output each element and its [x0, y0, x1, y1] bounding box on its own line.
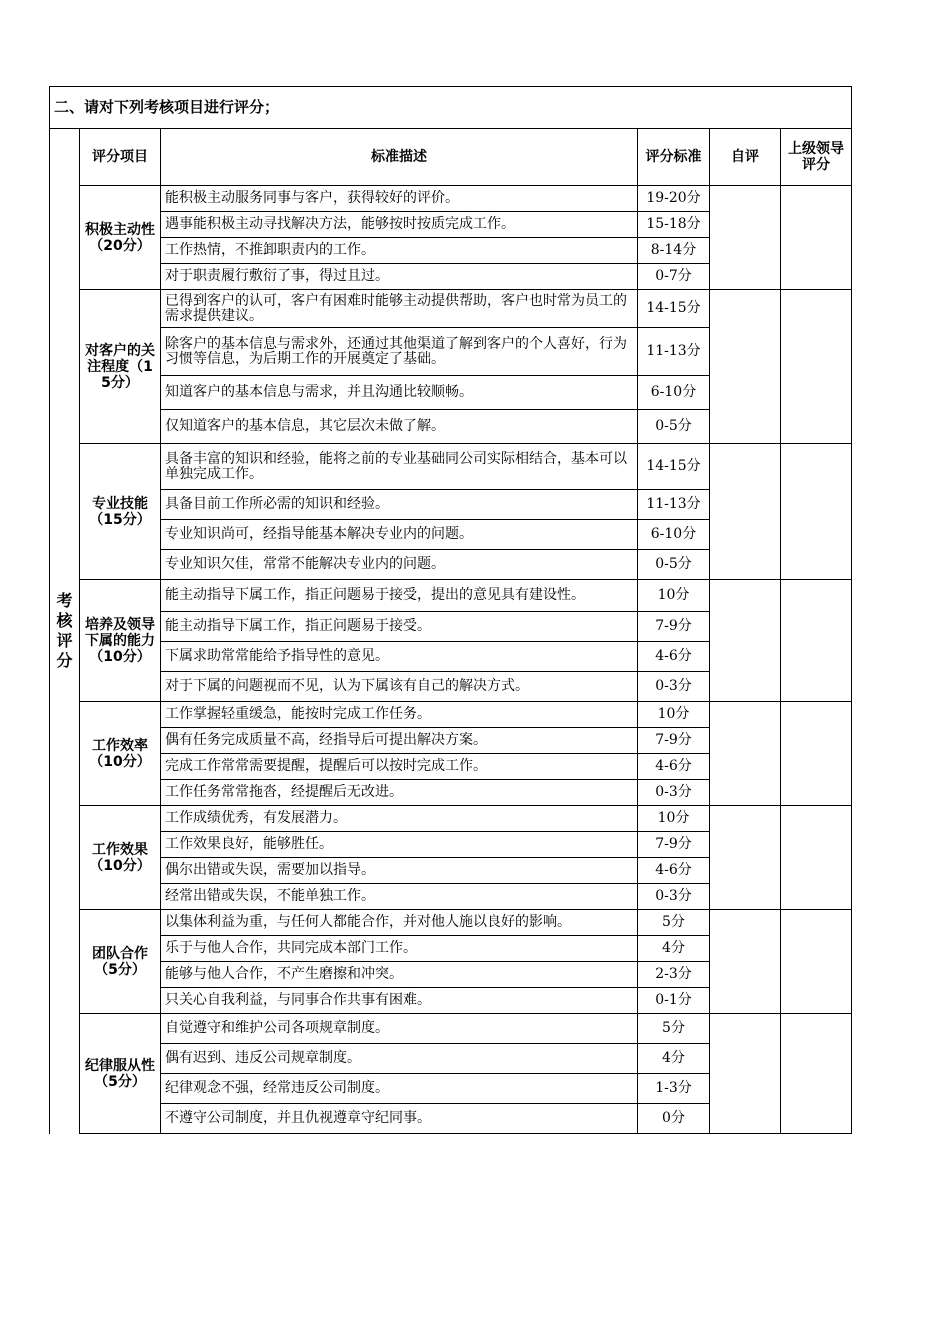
- superior-score-cell[interactable]: [781, 186, 852, 290]
- score-range: 10分: [638, 806, 710, 832]
- criteria-description: 完成工作常常需要提醒，提醒后可以按时完成工作。: [161, 754, 638, 780]
- criteria-description: 能够与他人合作，不产生磨擦和冲突。: [161, 962, 638, 988]
- criteria-description: 对于下属的问题视而不见，认为下属该有自己的解决方式。: [161, 672, 638, 702]
- self-score-cell[interactable]: [710, 1014, 781, 1134]
- score-range: 14-15分: [638, 290, 710, 328]
- header-superior: 上级领导评分: [781, 129, 852, 186]
- criteria-description: 能主动指导下属工作，指正问题易于接受。: [161, 612, 638, 642]
- superior-score-cell[interactable]: [781, 806, 852, 910]
- criteria-description: 不遵守公司制度，并且仇视遵章守纪同事。: [161, 1104, 638, 1134]
- criteria-description: 工作热情，不推卸职责内的工作。: [161, 238, 638, 264]
- side-label: 考核评分: [50, 129, 80, 1134]
- score-range: 14-15分: [638, 444, 710, 490]
- criteria-description: 能主动指导下属工作，指正问题易于接受，提出的意见具有建设性。: [161, 580, 638, 612]
- score-range: 10分: [638, 580, 710, 612]
- section-title-row: [50, 87, 852, 129]
- self-score-cell[interactable]: [710, 290, 781, 444]
- score-range: 6-10分: [638, 376, 710, 410]
- score-range: 11-13分: [638, 490, 710, 520]
- score-range: 4分: [638, 936, 710, 962]
- score-range: 19-20分: [638, 186, 710, 212]
- table-row: [50, 580, 852, 612]
- header-description: 标准描述: [161, 129, 638, 186]
- self-score-cell[interactable]: [710, 580, 781, 702]
- criteria-description: 工作掌握轻重缓急，能按时完成工作任务。: [161, 702, 638, 728]
- criteria-description: 专业知识欠佳，常常不能解决专业内的问题。: [161, 550, 638, 580]
- score-range: 5分: [638, 1014, 710, 1044]
- superior-score-cell[interactable]: [781, 580, 852, 702]
- category-name: 工作效率（10分）: [80, 702, 161, 806]
- score-range: 0-3分: [638, 672, 710, 702]
- score-range: 15-18分: [638, 212, 710, 238]
- score-range: 0-3分: [638, 884, 710, 910]
- criteria-description: 已得到客户的认可，客户有困难时能够主动提供帮助，客户也时常为员工的需求提供建议。: [161, 290, 638, 328]
- score-range: 0-5分: [638, 550, 710, 580]
- score-range: 4-6分: [638, 858, 710, 884]
- header-self: 自评: [710, 129, 781, 186]
- criteria-description: 对于职责履行敷衍了事，得过且过。: [161, 264, 638, 290]
- criteria-description: 能积极主动服务同事与客户，获得较好的评价。: [161, 186, 638, 212]
- score-range: 1-3分: [638, 1074, 710, 1104]
- table-row: [50, 186, 852, 212]
- criteria-description: 以集体利益为重，与任何人都能合作，并对他人施以良好的影响。: [161, 910, 638, 936]
- criteria-description: 偶有任务完成质量不高，经指导后可提出解决方案。: [161, 728, 638, 754]
- evaluation-table: [49, 86, 852, 1134]
- criteria-description: 工作效果良好，能够胜任。: [161, 832, 638, 858]
- header-item: 评分项目: [80, 129, 161, 186]
- table-row: [50, 290, 852, 328]
- score-range: 0-7分: [638, 264, 710, 290]
- score-range: 7-9分: [638, 728, 710, 754]
- criteria-description: 经常出错或失误，不能单独工作。: [161, 884, 638, 910]
- score-range: 0-3分: [638, 780, 710, 806]
- score-range: 10分: [638, 702, 710, 728]
- table-row: [50, 1014, 852, 1044]
- category-name: 专业技能（15分）: [80, 444, 161, 580]
- score-range: 8-14分: [638, 238, 710, 264]
- score-range: 4分: [638, 1044, 710, 1074]
- section-title: 二、请对下列考核项目进行评分；: [50, 87, 852, 129]
- superior-score-cell[interactable]: [781, 444, 852, 580]
- criteria-description: 除客户的基本信息与需求外，还通过其他渠道了解到客户的个人喜好，行为习惯等信息，为后期工作的开展奠定了基础。: [161, 328, 638, 376]
- superior-score-cell[interactable]: [781, 702, 852, 806]
- table-row: [50, 910, 852, 936]
- criteria-description: 偶有迟到、违反公司规章制度。: [161, 1044, 638, 1074]
- criteria-description: 工作成绩优秀，有发展潜力。: [161, 806, 638, 832]
- criteria-description: 具备丰富的知识和经验，能将之前的专业基础同公司实际相结合，基本可以单独完成工作。: [161, 444, 638, 490]
- criteria-description: 工作任务常常拖沓，经提醒后无改进。: [161, 780, 638, 806]
- criteria-description: 仅知道客户的基本信息，其它层次未做了解。: [161, 410, 638, 444]
- category-name: 培养及领导下属的能力（10分）: [80, 580, 161, 702]
- score-range: 11-13分: [638, 328, 710, 376]
- criteria-description: 乐于与他人合作，共同完成本部门工作。: [161, 936, 638, 962]
- criteria-description: 知道客户的基本信息与需求，并且沟通比较顺畅。: [161, 376, 638, 410]
- superior-score-cell[interactable]: [781, 1014, 852, 1134]
- criteria-description: 只关心自我利益，与同事合作共事有困难。: [161, 988, 638, 1014]
- table-row: [50, 444, 852, 490]
- self-score-cell[interactable]: [710, 444, 781, 580]
- criteria-description: 自觉遵守和维护公司各项规章制度。: [161, 1014, 638, 1044]
- self-score-cell[interactable]: [710, 806, 781, 910]
- criteria-description: 纪律观念不强，经常违反公司制度。: [161, 1074, 638, 1104]
- criteria-description: 遇事能积极主动寻找解决方法，能够按时按质完成工作。: [161, 212, 638, 238]
- score-range: 4-6分: [638, 642, 710, 672]
- category-name: 纪律服从性 （5分）: [80, 1014, 161, 1134]
- self-score-cell[interactable]: [710, 910, 781, 1014]
- criteria-description: 专业知识尚可，经指导能基本解决专业内的问题。: [161, 520, 638, 550]
- criteria-description: 具备目前工作所必需的知识和经验。: [161, 490, 638, 520]
- self-score-cell[interactable]: [710, 702, 781, 806]
- criteria-description: 偶尔出错或失误，需要加以指导。: [161, 858, 638, 884]
- criteria-description: 下属求助常常能给予指导性的意见。: [161, 642, 638, 672]
- score-range: 7-9分: [638, 612, 710, 642]
- category-name: 积极主动性 （20分）: [80, 186, 161, 290]
- score-range: 0-1分: [638, 988, 710, 1014]
- category-name: 团队合作（5分）: [80, 910, 161, 1014]
- superior-score-cell[interactable]: [781, 910, 852, 1014]
- score-range: 0分: [638, 1104, 710, 1134]
- score-range: 5分: [638, 910, 710, 936]
- score-range: 4-6分: [638, 754, 710, 780]
- category-name: 工作效果（10分）: [80, 806, 161, 910]
- score-range: 2-3分: [638, 962, 710, 988]
- score-range: 7-9分: [638, 832, 710, 858]
- score-range: 0-5分: [638, 410, 710, 444]
- table-row: [50, 806, 852, 832]
- superior-score-cell[interactable]: [781, 290, 852, 444]
- score-range: 6-10分: [638, 520, 710, 550]
- self-score-cell[interactable]: [710, 186, 781, 290]
- header-row: [50, 129, 852, 186]
- category-name: 对客户的关注程度（15分）: [80, 290, 161, 444]
- header-standard: 评分标准: [638, 129, 710, 186]
- table-row: [50, 702, 852, 728]
